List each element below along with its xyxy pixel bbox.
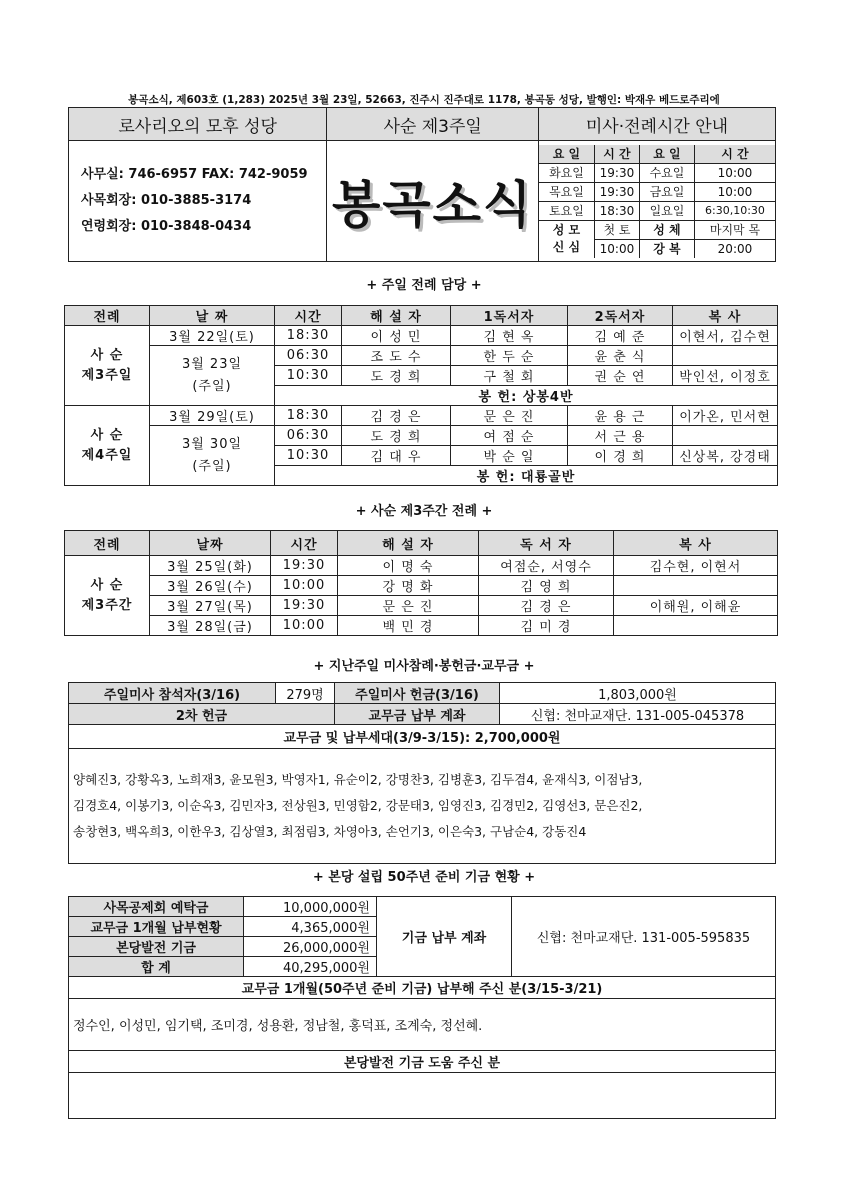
benediction-label-1: 성 체 (639, 220, 694, 239)
tithe-names-line: 김경호4, 이봉기3, 이순옥3, 김민자3, 전상원3, 민영함2, 강문태3, 임영진3, 김경민2, 김영선3, 문은진2, (73, 798, 643, 813)
date-cell (150, 426, 275, 486)
server-cell: 박인선, 이정호 (673, 366, 778, 386)
marian-label-line1: 성 모 (552, 223, 581, 237)
tithe-account-label: 교무금 납부 계좌 (335, 704, 500, 725)
sched-time: 6:30,10:30 (694, 201, 775, 220)
sched-day: 화요일 (539, 163, 595, 182)
commentator-cell: 조 도 수 (342, 346, 451, 366)
week3-label (65, 326, 150, 406)
mass-schedule-cell (538, 141, 775, 262)
server-cell: 이현서, 김수현 (673, 326, 778, 346)
reader-cell: 김 영 희 (479, 576, 614, 596)
first-saturday: 첫 토 (594, 220, 639, 239)
server-cell: 이가온, 민서현 (673, 406, 778, 426)
server-cell: 신상복, 강경태 (673, 446, 778, 466)
benediction-label-2: 강 복 (639, 239, 694, 258)
reader2-cell: 윤 용 근 (568, 406, 673, 426)
sched-day: 수요일 (639, 163, 694, 182)
fund-table (68, 896, 776, 1119)
reader1-cell: 구 철 회 (451, 366, 568, 386)
tithe-account-value: 신협: 천마교재단. 131-005-045378 (500, 704, 776, 725)
time-cell: 18:30 (275, 326, 342, 346)
date-cell (150, 346, 275, 406)
fund-account-value: 신협: 천마교재단. 131-005-595835 (512, 897, 776, 977)
tithe-names-line: 양혜진3, 강황옥3, 노희재3, 윤모원3, 박영자1, 유순이2, 강명찬3, 김병훈3, 김두겸4, 윤재식3, 이점남3, (73, 772, 643, 787)
commentator-cell: 이 성 민 (342, 326, 451, 346)
sched-day: 목요일 (539, 182, 595, 201)
col-reader: 독 서 자 (479, 531, 614, 556)
date-cell: 3월 26일(수) (150, 576, 271, 596)
col-date: 날짜 (150, 531, 271, 556)
sched-time: 10:00 (694, 163, 775, 182)
fund-donors-title: 교무금 1개월(50주년 준비 기금) 납부해 주신 분(3/15-3/21) (69, 977, 776, 999)
reader1-cell: 문 은 진 (451, 406, 568, 426)
reader2-cell: 이 경 희 (568, 446, 673, 466)
newsletter-logo (327, 141, 539, 262)
commentator-cell: 문 은 진 (338, 596, 479, 616)
last-thursday: 마지막 목 (694, 220, 775, 239)
sched-time: 19:30 (594, 163, 639, 182)
date-cell: 3월 28일(금) (150, 616, 271, 636)
commentator-cell: 이 명 숙 (338, 556, 479, 576)
fund-item-value: 4,365,000원 (244, 917, 377, 937)
parish-name: 로사리오의 모후 성당 (69, 108, 327, 141)
marian-label-line2: 신 심 (552, 240, 581, 254)
reader2-cell: 윤 춘 식 (568, 346, 673, 366)
offering-value: 1,803,000원 (500, 683, 776, 704)
date-cell: 3월 29일(토) (150, 406, 275, 426)
pastoral-chair-phone: 사목회장: 010-3885-3174 (81, 193, 252, 208)
sunday-date-sub: (주일) (192, 458, 232, 474)
week3-label-line2: 제3주일 (81, 367, 133, 383)
offering-label: 주일미사 헌금(3/16) (335, 683, 500, 704)
sunday-date: 3월 30일 (181, 436, 243, 452)
offering-team: 봉 헌: 대룡골반 (275, 466, 778, 486)
fund-total-label: 합 계 (69, 957, 244, 977)
fund-total-value: 40,295,000원 (244, 957, 377, 977)
sched-day: 일요일 (639, 201, 694, 220)
sched-head-day2: 요 일 (639, 145, 694, 164)
reader2-cell: 권 순 연 (568, 366, 673, 386)
commentator-cell: 도 경 희 (342, 366, 451, 386)
reader2-cell: 김 예 준 (568, 326, 673, 346)
mass-schedule-table (539, 145, 775, 258)
col-commentator: 해 설 자 (338, 531, 479, 556)
time-cell: 18:30 (275, 406, 342, 426)
first-saturday-time: 10:00 (594, 239, 639, 258)
fund-item-label: 사목공제회 예탁금 (69, 897, 244, 917)
col-date: 날 짜 (150, 306, 275, 326)
col-reader2: 2독서자 (568, 306, 673, 326)
office-phone: 사무실: 746-6957 FAX: 742-9059 (81, 167, 308, 182)
weekday-liturgy-table (64, 530, 778, 636)
union-chair-phone: 연령회장: 010-3848-0434 (81, 219, 252, 234)
development-fund-names (69, 1073, 776, 1119)
marian-devotion-label (539, 220, 595, 258)
logo-title: 봉곡소식 (332, 175, 534, 234)
last-sunday-table (68, 682, 776, 864)
tithe-names (69, 749, 776, 864)
commentator-cell: 강 명 화 (338, 576, 479, 596)
date-cell: 3월 25일(화) (150, 556, 271, 576)
sunday-liturgy-title: + 주일 전례 담당 + (366, 278, 482, 293)
week3-label-line1: 사 순 (90, 347, 124, 363)
weekday-liturgy-title: + 사순 제3주간 전례 + (355, 504, 493, 519)
development-fund-title: 본당발전 기금 도움 주신 분 (69, 1051, 776, 1073)
server-cell: 이해원, 이해윤 (614, 596, 778, 616)
last-sunday-title: + 지난주일 미사참례·봉헌금·교무금 + (313, 659, 535, 674)
fund-item-label: 교무금 1개월 납부현황 (69, 917, 244, 937)
sunday-liturgy-table (64, 305, 778, 486)
col-time: 시간 (275, 306, 342, 326)
date-cell: 3월 27일(목) (150, 596, 271, 616)
server-cell (614, 616, 778, 636)
sched-time: 10:00 (694, 182, 775, 201)
time-cell: 10:30 (275, 446, 342, 466)
schedule-title: 미사·전례시간 안내 (538, 108, 775, 141)
weekday-label-line2: 제3주간 (81, 597, 133, 613)
col-liturgy: 전례 (65, 306, 150, 326)
time-cell: 19:30 (271, 596, 338, 616)
attendance-value: 279명 (276, 683, 335, 704)
col-commentator: 해 설 자 (342, 306, 451, 326)
sunday-date: 3월 23일 (181, 356, 243, 372)
sched-time: 18:30 (594, 201, 639, 220)
week4-label-line2: 제4주일 (81, 447, 133, 463)
date-cell: 3월 22일(토) (150, 326, 275, 346)
sched-head-time2: 시 간 (694, 145, 775, 164)
reader-cell: 여점순, 서영수 (479, 556, 614, 576)
reader1-cell: 여 점 순 (451, 426, 568, 446)
time-cell: 06:30 (275, 426, 342, 446)
sched-head-time1: 시 간 (594, 145, 639, 164)
week4-label-line1: 사 순 (90, 427, 124, 443)
last-thursday-time: 20:00 (694, 239, 775, 258)
attendance-label: 주일미사 참석자(3/16) (69, 683, 276, 704)
fund-item-value: 26,000,000원 (244, 937, 377, 957)
server-cell (673, 426, 778, 446)
fund-item-value: 10,000,000원 (244, 897, 377, 917)
reader1-cell: 김 현 옥 (451, 326, 568, 346)
offering-team: 봉 헌: 상봉4반 (275, 386, 778, 406)
sched-head-day1: 요 일 (539, 145, 595, 164)
publication-header: 봉곡소식, 제603호 (1,283) 2025년 3월 23일, 52663, 진주시 진주대로 1178, 봉곡동 성당, 발행인: 박재우 베드로주리에 (128, 94, 720, 106)
tithe-names-line: 송창현3, 백옥희3, 이한우3, 김상열3, 최점림3, 차영아3, 손언기3, 이은숙3, 구남순4, 강동진4 (73, 824, 587, 839)
col-reader1: 1독서자 (451, 306, 568, 326)
reader-cell: 김 미 경 (479, 616, 614, 636)
col-server: 복 사 (673, 306, 778, 326)
time-cell: 10:00 (271, 616, 338, 636)
week3-weekday-label (65, 556, 150, 636)
liturgical-week: 사순 제3주일 (327, 108, 539, 141)
sched-day: 토요일 (539, 201, 595, 220)
sched-day: 금요일 (639, 182, 694, 201)
time-cell: 19:30 (271, 556, 338, 576)
commentator-cell: 도 경 희 (342, 426, 451, 446)
contact-info (69, 141, 327, 262)
server-cell (673, 346, 778, 366)
col-server: 복 사 (614, 531, 778, 556)
reader1-cell: 한 두 순 (451, 346, 568, 366)
sched-time: 19:30 (594, 182, 639, 201)
commentator-cell: 백 민 경 (338, 616, 479, 636)
time-cell: 06:30 (275, 346, 342, 366)
fund-account-label: 기금 납부 계좌 (377, 897, 512, 977)
second-collection-label: 2차 헌금 (69, 704, 335, 725)
tithe-summary: 교무금 및 납부세대(3/9-3/15): 2,700,000원 (69, 725, 776, 749)
sunday-date-sub: (주일) (192, 378, 232, 394)
reader2-cell: 서 근 용 (568, 426, 673, 446)
col-time: 시간 (271, 531, 338, 556)
col-liturgy: 전례 (65, 531, 150, 556)
commentator-cell: 김 대 우 (342, 446, 451, 466)
fund-donors-names: 정수인, 이성민, 임기택, 조미경, 성용환, 정남철, 홍덕표, 조계숙, 정선혜. (69, 999, 776, 1051)
time-cell: 10:00 (271, 576, 338, 596)
weekday-label-line1: 사 순 (90, 577, 124, 593)
server-cell: 김수현, 이현서 (614, 556, 778, 576)
reader1-cell: 박 순 일 (451, 446, 568, 466)
reader-cell: 김 경 은 (479, 596, 614, 616)
week4-label (65, 406, 150, 486)
time-cell: 10:30 (275, 366, 342, 386)
fund-item-label: 본당발전 기금 (69, 937, 244, 957)
fund-title: + 본당 설립 50주년 준비 기금 현황 + (312, 870, 536, 885)
commentator-cell: 김 경 은 (342, 406, 451, 426)
server-cell (614, 576, 778, 596)
masthead-table (68, 107, 776, 262)
